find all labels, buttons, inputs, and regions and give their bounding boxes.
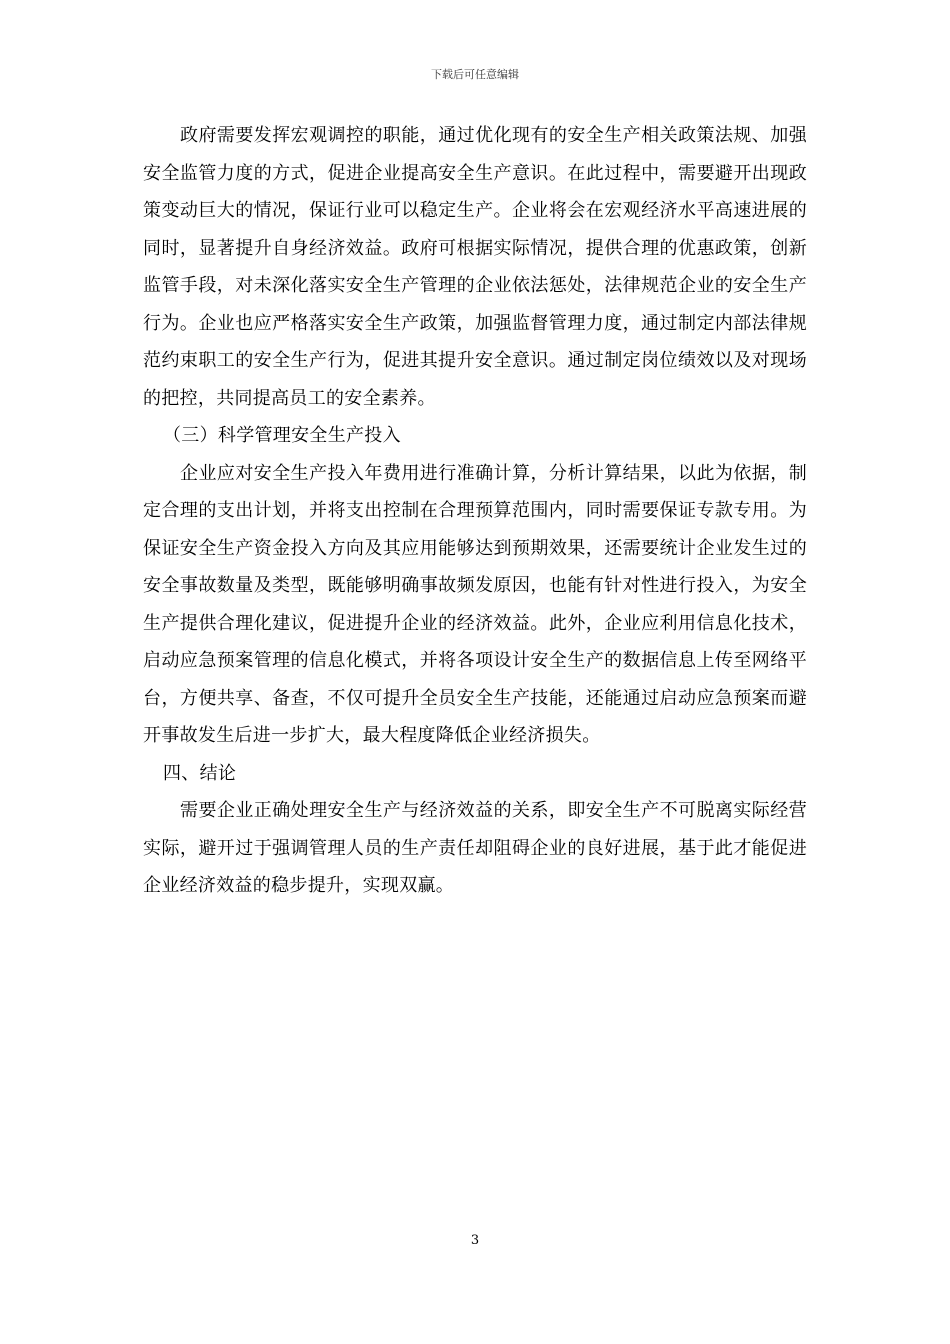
page-header: 下载后可任意编辑 [431, 68, 519, 81]
section-heading-conclusion: 四、结论 [163, 762, 237, 784]
document-body [143, 117, 807, 905]
page-number: 3 [470, 1233, 480, 1248]
paragraph-investment: 企业应对安全生产投入年费用进行准确计算，分析计算结果，以此为依据，制定合理的支出计划，并将支出控制在合理预算范围内，同时需要保证专款专用。为保证安全生产资金投入方向及其应用能够达到预期效果，还需要统计企业发生过的安全事故数量及类型，既能够明确事故频发原因，也能有针对性进行投入，为安全生产提供合理化建议，促进提升企业的经济效益。此外，企业应利用信息化技术，启动应急预案管理的信息化模式，并将各项设计安全生产的数据信息上传至网络平台，方便共享、备查，不仅可提升全员安全生产技能，还能通过启动应急预案而避开事故发生后进一步扩大，最大程度降低企业经济损失。 [143, 462, 807, 746]
section-heading-investment: （三）科学管理安全生产投入 [163, 425, 401, 446]
paragraph-government-policy: 政府需要发挥宏观调控的职能，通过优化现有的安全生产相关政策法规、加强安全监管力度的方式，促进企业提高安全生产意识。在此过程中，需要避开出现政策变动巨大的情况，保证行业可以稳定生产。企业将会在宏观经济水平高速进展的同时，显著提升自身经济效益。政府可根据实际情况，提供合理的优惠政策，创新监管手段，对未深化落实安全生产管理的企业依法惩处，法律规范企业的安全生产行为。企业也应严格落实安全生产政策，加强监督管理力度，通过制定内部法律规范约束职工的安全生产行为，促进其提升安全意识。通过制定岗位绩效以及对现场的把控，共同提高员工的安全素养。 [143, 125, 807, 409]
paragraph-conclusion: 需要企业正确处理安全生产与经济效益的关系，即安全生产不可脱离实际经营实际，避开过于强调管理人员的生产责任却阻碍企业的良好进展，基于此才能促进企业经济效益的稳步提升，实现双赢。 [143, 800, 807, 896]
